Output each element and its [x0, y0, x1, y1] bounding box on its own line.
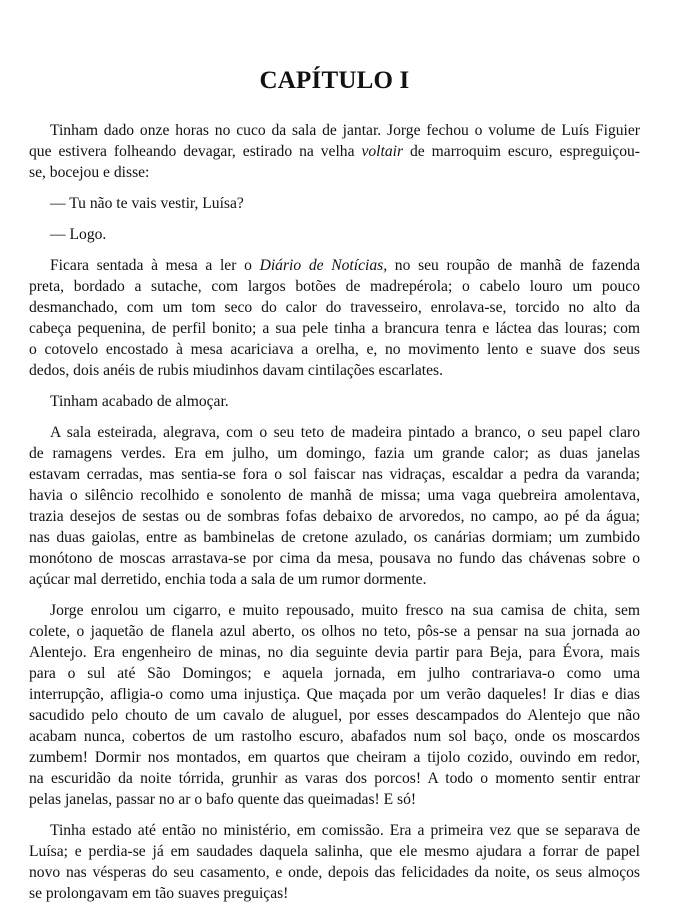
text-line: trazia desejos de sestas ou de sombras fofas debaixo de arvoredos, no campo, ao pé da água;	[29, 508, 640, 525]
text-line: se, bocejou e disse:	[29, 164, 150, 181]
text-line: de ramagens verdes. Era em julho, um domingo, fazia um grande calor; as duas janelas	[29, 445, 640, 462]
text-line: Ficara sentada à mesa a ler o Diário de Notícias, no seu roupão de manhã de fazenda	[50, 257, 641, 274]
text-line: havia o silêncio recolhido e sonolento de manhã de missa; uma vaga quebreira amolentava,	[29, 487, 640, 504]
text-line: sacudido pelo chouto de um cavalo de aluguel, por esses descampados do Alentejo que não	[29, 707, 640, 724]
text-line: dedos, dois anéis de rubis miudinhos davam cintilações escarlates.	[29, 362, 443, 379]
text-line: colete, o jaquetão de flanela azul aberto, os olhos no teto, pôs-se a pensar na sua jornada ao	[29, 623, 640, 640]
text-line: nas duas gaiolas, entre as bambinelas de cretone azulado, os canárias dormiam; um zumbido	[29, 529, 640, 546]
text-line: Alentejo. Era engenheiro de minas, no dia seguinte devia partir para Beja, para Évora, mais	[29, 644, 640, 661]
text-line: pelas janelas, passar no ar o bafo quente das queimadas! E só!	[29, 791, 417, 808]
paragraph	[29, 820, 640, 904]
text-line: que estivera folheando devagar, estirado na velha voltair de marroquim escuro, espreguiçou-	[29, 143, 640, 160]
paragraph	[29, 255, 640, 381]
text-line: estavam cerradas, mas sentia-se fora o sol faiscar nas vidraças, escaldar a pedra da varanda;	[29, 466, 640, 483]
text-line: novo nas vésperas do seu casamento, e onde, depois das felicidades da noite, os seus almoços	[29, 864, 640, 881]
text-line: Jorge enrolou um cigarro, e muito repousado, muito fresco na sua camisa de chita, sem	[50, 602, 640, 619]
text-line: monótono de moscas arrastava-se por cima da mesa, pousava no fundo das chávenas sobre o	[29, 550, 640, 567]
text-line: o cotovelo encostado à mesa acariciava a orelha, e, no movimento lento e suave dos seus	[29, 341, 640, 358]
text-line: Tinham dado onze horas no cuco da sala de jantar. Jorge fechou o volume de Luís Figuier	[50, 122, 640, 139]
paragraph	[29, 193, 640, 214]
text-line: se prolongavam em tão suaves preguiças!	[29, 885, 289, 902]
chapter-title: CAPÍTULO I	[259, 67, 410, 94]
text-line: para o sul até São Domingos; e aquela jornada, em julho contrariava-o como uma	[29, 665, 640, 682]
text-line: Tinha estado até então no ministério, em comissão. Era a primeira vez que se separava de	[50, 822, 640, 839]
text-line: desmanchado, com um tom seco do calor do travesseiro, enrolava-se, torcido no alto da	[29, 299, 640, 316]
text-line: — Logo.	[50, 226, 107, 243]
text-line: cabeça pequenina, de perfil bonito; a sua pele tinha a brancura tenra e láctea das louras; com	[29, 320, 640, 337]
paragraph	[29, 391, 640, 412]
chapter-body	[29, 120, 640, 904]
text-line: Luísa; e perdia-se já em saudades daquela salinha, que ele mesmo ajudara a forrar de papel	[29, 843, 640, 860]
text-line: zumbem! Dormir nos montados, em quartos que cheiram a tijolo cozido, ouvindo em redor,	[29, 749, 640, 766]
paragraph	[29, 422, 640, 590]
text-line: Tinham acabado de almoçar.	[50, 393, 229, 410]
paragraph	[29, 120, 640, 183]
text-line: interrupção, afligia-o como uma injustiça. Que maçada por um verão daqueles! Ir dias e dias	[29, 686, 640, 703]
paragraph	[29, 224, 640, 245]
text-line: açúcar mal derretido, enchia toda a sala de um rumor dormente.	[29, 571, 427, 588]
text-line: A sala esteirada, alegrava, com o seu teto de madeira pintado a branco, o seu papel claro	[50, 424, 640, 441]
text-line: preta, bordado a sutache, com largos botões de madrepérola; o cabelo louro um pouco	[29, 278, 640, 295]
paragraph	[29, 600, 640, 810]
document-page	[29, 0, 640, 914]
text-line: na escuridão da noite tórrida, grunhir as varas dos porcos! A todo o momento sentir entrar	[29, 770, 640, 787]
text-line: acabam nunca, cobertos de um rastolho escuro, abafados num sol baço, onde os moscardos	[29, 728, 640, 745]
text-line: — Tu não te vais vestir, Luísa?	[50, 195, 244, 212]
